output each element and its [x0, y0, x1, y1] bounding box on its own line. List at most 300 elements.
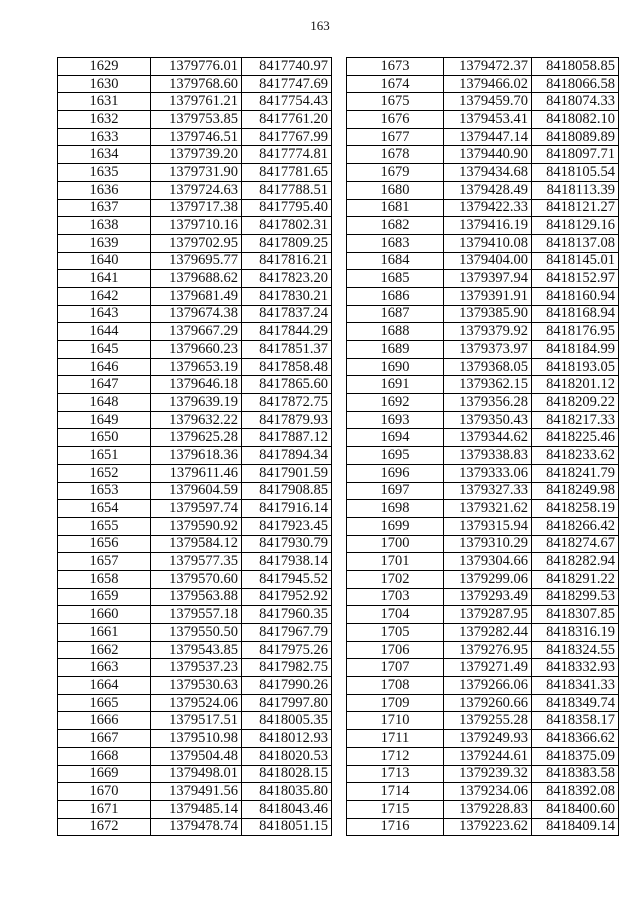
y-coordinate-cell: 8417865.60 [242, 376, 332, 394]
point-number-cell: 1642 [58, 287, 151, 305]
point-number-cell: 1672 [58, 818, 151, 836]
table-row [347, 93, 619, 111]
point-number-cell: 1653 [58, 482, 151, 500]
point-number-cell: 1668 [58, 747, 151, 765]
x-coordinate-cell: 1379397.94 [444, 270, 532, 288]
y-coordinate-cell: 8417901.59 [242, 464, 332, 482]
y-coordinate-cell: 8417952.92 [242, 588, 332, 606]
point-number-cell: 1674 [347, 75, 444, 93]
table-row [347, 535, 619, 553]
table-row [58, 641, 332, 659]
point-number-cell: 1685 [347, 270, 444, 288]
table-row [347, 712, 619, 730]
table-row [347, 287, 619, 305]
x-coordinate-cell: 1379362.15 [444, 376, 532, 394]
x-coordinate-cell: 1379660.23 [151, 341, 242, 359]
y-coordinate-cell: 8417990.26 [242, 677, 332, 695]
point-number-cell: 1649 [58, 411, 151, 429]
coordinates-table-right [346, 57, 619, 836]
y-coordinate-cell: 8418341.33 [532, 677, 619, 695]
x-coordinate-cell: 1379768.60 [151, 75, 242, 93]
table-row [347, 252, 619, 270]
point-number-cell: 1689 [347, 341, 444, 359]
table-row [58, 394, 332, 412]
x-coordinate-cell: 1379404.00 [444, 252, 532, 270]
y-coordinate-cell: 8417851.37 [242, 341, 332, 359]
x-coordinate-cell: 1379761.21 [151, 93, 242, 111]
point-number-cell: 1707 [347, 659, 444, 677]
table-row [58, 323, 332, 341]
y-coordinate-cell: 8418400.60 [532, 800, 619, 818]
table-row [347, 765, 619, 783]
y-coordinate-cell: 8417916.14 [242, 500, 332, 518]
point-number-cell: 1648 [58, 394, 151, 412]
table-row [347, 358, 619, 376]
table-row [58, 783, 332, 801]
y-coordinate-cell: 8417975.26 [242, 641, 332, 659]
point-number-cell: 1692 [347, 394, 444, 412]
point-number-cell: 1710 [347, 712, 444, 730]
table-row [58, 818, 332, 836]
y-coordinate-cell: 8417816.21 [242, 252, 332, 270]
table-row [58, 730, 332, 748]
x-coordinate-cell: 1379333.06 [444, 464, 532, 482]
point-number-cell: 1644 [58, 323, 151, 341]
point-number-cell: 1697 [347, 482, 444, 500]
y-coordinate-cell: 8417960.35 [242, 606, 332, 624]
x-coordinate-cell: 1379391.91 [444, 287, 532, 305]
y-coordinate-cell: 8417908.85 [242, 482, 332, 500]
table-row [58, 694, 332, 712]
point-number-cell: 1683 [347, 234, 444, 252]
x-coordinate-cell: 1379485.14 [151, 800, 242, 818]
table-row [347, 270, 619, 288]
x-coordinate-cell: 1379416.19 [444, 217, 532, 235]
point-number-cell: 1639 [58, 234, 151, 252]
x-coordinate-cell: 1379447.14 [444, 128, 532, 146]
y-coordinate-cell: 8418225.46 [532, 429, 619, 447]
y-coordinate-cell: 8417872.75 [242, 394, 332, 412]
table-row [58, 765, 332, 783]
table-row [347, 199, 619, 217]
table-row [58, 606, 332, 624]
table-row [347, 447, 619, 465]
y-coordinate-cell: 8418184.99 [532, 341, 619, 359]
x-coordinate-cell: 1379731.90 [151, 164, 242, 182]
table-row [347, 128, 619, 146]
y-coordinate-cell: 8418249.98 [532, 482, 619, 500]
table-row [58, 358, 332, 376]
table-row [58, 217, 332, 235]
x-coordinate-cell: 1379632.22 [151, 411, 242, 429]
point-number-cell: 1651 [58, 447, 151, 465]
table-row [347, 659, 619, 677]
y-coordinate-cell: 8418005.35 [242, 712, 332, 730]
table-row [347, 305, 619, 323]
y-coordinate-cell: 8418051.15 [242, 818, 332, 836]
y-coordinate-cell: 8417802.31 [242, 217, 332, 235]
table-row [58, 58, 332, 76]
table-row [58, 128, 332, 146]
y-coordinate-cell: 8418291.22 [532, 570, 619, 588]
point-number-cell: 1699 [347, 517, 444, 535]
y-coordinate-cell: 8418282.94 [532, 553, 619, 571]
x-coordinate-cell: 1379590.92 [151, 517, 242, 535]
x-coordinate-cell: 1379266.06 [444, 677, 532, 695]
y-coordinate-cell: 8417945.52 [242, 570, 332, 588]
table-row [347, 217, 619, 235]
y-coordinate-cell: 8418258.19 [532, 500, 619, 518]
y-coordinate-cell: 8417879.93 [242, 411, 332, 429]
y-coordinate-cell: 8418349.74 [532, 694, 619, 712]
point-number-cell: 1655 [58, 517, 151, 535]
x-coordinate-cell: 1379428.49 [444, 181, 532, 199]
table-row [347, 146, 619, 164]
x-coordinate-cell: 1379478.74 [151, 818, 242, 836]
point-number-cell: 1659 [58, 588, 151, 606]
table-row [58, 588, 332, 606]
table-row [347, 624, 619, 642]
table-row [347, 111, 619, 129]
y-coordinate-cell: 8417754.43 [242, 93, 332, 111]
table-row [58, 75, 332, 93]
x-coordinate-cell: 1379304.66 [444, 553, 532, 571]
table-row [58, 287, 332, 305]
y-coordinate-cell: 8418209.22 [532, 394, 619, 412]
table-row [347, 800, 619, 818]
point-number-cell: 1670 [58, 783, 151, 801]
table-row [58, 800, 332, 818]
x-coordinate-cell: 1379327.33 [444, 482, 532, 500]
y-coordinate-cell: 8417788.51 [242, 181, 332, 199]
y-coordinate-cell: 8417982.75 [242, 659, 332, 677]
x-coordinate-cell: 1379498.01 [151, 765, 242, 783]
point-number-cell: 1634 [58, 146, 151, 164]
point-number-cell: 1664 [58, 677, 151, 695]
y-coordinate-cell: 8417894.34 [242, 447, 332, 465]
table-row [347, 181, 619, 199]
x-coordinate-cell: 1379466.02 [444, 75, 532, 93]
y-coordinate-cell: 8417781.65 [242, 164, 332, 182]
table-row [58, 111, 332, 129]
y-coordinate-cell: 8418366.62 [532, 730, 619, 748]
x-coordinate-cell: 1379293.49 [444, 588, 532, 606]
point-number-cell: 1677 [347, 128, 444, 146]
y-coordinate-cell: 8417923.45 [242, 517, 332, 535]
y-coordinate-cell: 8418028.15 [242, 765, 332, 783]
x-coordinate-cell: 1379373.97 [444, 341, 532, 359]
x-coordinate-cell: 1379625.28 [151, 429, 242, 447]
x-coordinate-cell: 1379597.74 [151, 500, 242, 518]
x-coordinate-cell: 1379618.36 [151, 447, 242, 465]
x-coordinate-cell: 1379255.28 [444, 712, 532, 730]
x-coordinate-cell: 1379702.95 [151, 234, 242, 252]
table-row [347, 75, 619, 93]
y-coordinate-cell: 8418043.46 [242, 800, 332, 818]
table-row [58, 659, 332, 677]
y-coordinate-cell: 8418121.27 [532, 199, 619, 217]
y-coordinate-cell: 8417887.12 [242, 429, 332, 447]
y-coordinate-cell: 8418152.97 [532, 270, 619, 288]
point-number-cell: 1715 [347, 800, 444, 818]
y-coordinate-cell: 8417761.20 [242, 111, 332, 129]
point-number-cell: 1647 [58, 376, 151, 394]
coordinates-table-left [57, 57, 332, 836]
y-coordinate-cell: 8418332.93 [532, 659, 619, 677]
x-coordinate-cell: 1379271.49 [444, 659, 532, 677]
x-coordinate-cell: 1379260.66 [444, 694, 532, 712]
table-row [58, 234, 332, 252]
y-coordinate-cell: 8418137.08 [532, 234, 619, 252]
x-coordinate-cell: 1379244.61 [444, 747, 532, 765]
x-coordinate-cell: 1379234.06 [444, 783, 532, 801]
y-coordinate-cell: 8418324.55 [532, 641, 619, 659]
table-row [347, 517, 619, 535]
table-row [58, 429, 332, 447]
point-number-cell: 1691 [347, 376, 444, 394]
y-coordinate-cell: 8417823.20 [242, 270, 332, 288]
point-number-cell: 1693 [347, 411, 444, 429]
x-coordinate-cell: 1379530.63 [151, 677, 242, 695]
point-number-cell: 1660 [58, 606, 151, 624]
x-coordinate-cell: 1379453.41 [444, 111, 532, 129]
x-coordinate-cell: 1379717.38 [151, 199, 242, 217]
y-coordinate-cell: 8417967.79 [242, 624, 332, 642]
table-row [347, 58, 619, 76]
x-coordinate-cell: 1379639.19 [151, 394, 242, 412]
table-row [347, 164, 619, 182]
y-coordinate-cell: 8418160.94 [532, 287, 619, 305]
point-number-cell: 1716 [347, 818, 444, 836]
point-number-cell: 1663 [58, 659, 151, 677]
x-coordinate-cell: 1379321.62 [444, 500, 532, 518]
x-coordinate-cell: 1379282.44 [444, 624, 532, 642]
point-number-cell: 1680 [347, 181, 444, 199]
table-row [347, 394, 619, 412]
x-coordinate-cell: 1379510.98 [151, 730, 242, 748]
point-number-cell: 1714 [347, 783, 444, 801]
table-row [347, 677, 619, 695]
x-coordinate-cell: 1379710.16 [151, 217, 242, 235]
table-row [58, 376, 332, 394]
table-row [347, 783, 619, 801]
x-coordinate-cell: 1379674.38 [151, 305, 242, 323]
y-coordinate-cell: 8418316.19 [532, 624, 619, 642]
x-coordinate-cell: 1379557.18 [151, 606, 242, 624]
x-coordinate-cell: 1379228.83 [444, 800, 532, 818]
point-number-cell: 1698 [347, 500, 444, 518]
point-number-cell: 1702 [347, 570, 444, 588]
y-coordinate-cell: 8417740.97 [242, 58, 332, 76]
y-coordinate-cell: 8418176.95 [532, 323, 619, 341]
point-number-cell: 1632 [58, 111, 151, 129]
point-number-cell: 1652 [58, 464, 151, 482]
point-number-cell: 1629 [58, 58, 151, 76]
x-coordinate-cell: 1379410.08 [444, 234, 532, 252]
x-coordinate-cell: 1379299.06 [444, 570, 532, 588]
x-coordinate-cell: 1379338.83 [444, 447, 532, 465]
x-coordinate-cell: 1379356.28 [444, 394, 532, 412]
table-row [347, 553, 619, 571]
x-coordinate-cell: 1379524.06 [151, 694, 242, 712]
point-number-cell: 1688 [347, 323, 444, 341]
point-number-cell: 1673 [347, 58, 444, 76]
point-number-cell: 1661 [58, 624, 151, 642]
x-coordinate-cell: 1379646.18 [151, 376, 242, 394]
table-row [58, 464, 332, 482]
x-coordinate-cell: 1379472.37 [444, 58, 532, 76]
y-coordinate-cell: 8418241.79 [532, 464, 619, 482]
y-coordinate-cell: 8417858.48 [242, 358, 332, 376]
table-row [58, 181, 332, 199]
y-coordinate-cell: 8418274.67 [532, 535, 619, 553]
table-row [58, 482, 332, 500]
table-row [347, 482, 619, 500]
y-coordinate-cell: 8418233.62 [532, 447, 619, 465]
table-row [58, 447, 332, 465]
y-coordinate-cell: 8417767.99 [242, 128, 332, 146]
point-number-cell: 1684 [347, 252, 444, 270]
table-row [347, 341, 619, 359]
point-number-cell: 1687 [347, 305, 444, 323]
point-number-cell: 1657 [58, 553, 151, 571]
table-row [58, 93, 332, 111]
x-coordinate-cell: 1379563.88 [151, 588, 242, 606]
table-row [58, 570, 332, 588]
x-coordinate-cell: 1379379.92 [444, 323, 532, 341]
x-coordinate-cell: 1379543.85 [151, 641, 242, 659]
y-coordinate-cell: 8417837.24 [242, 305, 332, 323]
point-number-cell: 1686 [347, 287, 444, 305]
y-coordinate-cell: 8417938.14 [242, 553, 332, 571]
point-number-cell: 1708 [347, 677, 444, 695]
point-number-cell: 1676 [347, 111, 444, 129]
y-coordinate-cell: 8418012.93 [242, 730, 332, 748]
x-coordinate-cell: 1379344.62 [444, 429, 532, 447]
table-row [347, 411, 619, 429]
point-number-cell: 1631 [58, 93, 151, 111]
x-coordinate-cell: 1379223.62 [444, 818, 532, 836]
point-number-cell: 1679 [347, 164, 444, 182]
table-row [347, 429, 619, 447]
x-coordinate-cell: 1379570.60 [151, 570, 242, 588]
table-row [58, 146, 332, 164]
table-row [347, 376, 619, 394]
x-coordinate-cell: 1379681.49 [151, 287, 242, 305]
point-number-cell: 1700 [347, 535, 444, 553]
table-row [58, 199, 332, 217]
point-number-cell: 1665 [58, 694, 151, 712]
table-row [347, 818, 619, 836]
point-number-cell: 1654 [58, 500, 151, 518]
y-coordinate-cell: 8418035.80 [242, 783, 332, 801]
table-row [58, 305, 332, 323]
point-number-cell: 1666 [58, 712, 151, 730]
x-coordinate-cell: 1379504.48 [151, 747, 242, 765]
table-row [58, 677, 332, 695]
point-number-cell: 1636 [58, 181, 151, 199]
x-coordinate-cell: 1379537.23 [151, 659, 242, 677]
point-number-cell: 1681 [347, 199, 444, 217]
y-coordinate-cell: 8417774.81 [242, 146, 332, 164]
x-coordinate-cell: 1379604.59 [151, 482, 242, 500]
point-number-cell: 1690 [347, 358, 444, 376]
x-coordinate-cell: 1379239.32 [444, 765, 532, 783]
point-number-cell: 1671 [58, 800, 151, 818]
x-coordinate-cell: 1379276.95 [444, 641, 532, 659]
x-coordinate-cell: 1379753.85 [151, 111, 242, 129]
table-row [347, 234, 619, 252]
x-coordinate-cell: 1379577.35 [151, 553, 242, 571]
y-coordinate-cell: 8418307.85 [532, 606, 619, 624]
x-coordinate-cell: 1379315.94 [444, 517, 532, 535]
y-coordinate-cell: 8418168.94 [532, 305, 619, 323]
y-coordinate-cell: 8417830.21 [242, 287, 332, 305]
point-number-cell: 1712 [347, 747, 444, 765]
x-coordinate-cell: 1379287.95 [444, 606, 532, 624]
table-row [347, 464, 619, 482]
x-coordinate-cell: 1379688.62 [151, 270, 242, 288]
x-coordinate-cell: 1379350.43 [444, 411, 532, 429]
x-coordinate-cell: 1379724.63 [151, 181, 242, 199]
point-number-cell: 1696 [347, 464, 444, 482]
x-coordinate-cell: 1379491.56 [151, 783, 242, 801]
y-coordinate-cell: 8417844.29 [242, 323, 332, 341]
page-number: 163 [310, 18, 330, 33]
point-number-cell: 1694 [347, 429, 444, 447]
table-row [58, 535, 332, 553]
y-coordinate-cell: 8418409.14 [532, 818, 619, 836]
y-coordinate-cell: 8418375.09 [532, 747, 619, 765]
x-coordinate-cell: 1379776.01 [151, 58, 242, 76]
x-coordinate-cell: 1379746.51 [151, 128, 242, 146]
point-number-cell: 1658 [58, 570, 151, 588]
x-coordinate-cell: 1379440.90 [444, 146, 532, 164]
point-number-cell: 1630 [58, 75, 151, 93]
table-row [347, 606, 619, 624]
x-coordinate-cell: 1379385.90 [444, 305, 532, 323]
point-number-cell: 1643 [58, 305, 151, 323]
x-coordinate-cell: 1379459.70 [444, 93, 532, 111]
x-coordinate-cell: 1379667.29 [151, 323, 242, 341]
point-number-cell: 1640 [58, 252, 151, 270]
table-row [58, 411, 332, 429]
point-number-cell: 1635 [58, 164, 151, 182]
table-row [347, 570, 619, 588]
y-coordinate-cell: 8418392.08 [532, 783, 619, 801]
x-coordinate-cell: 1379310.29 [444, 535, 532, 553]
table-row [347, 323, 619, 341]
point-number-cell: 1678 [347, 146, 444, 164]
point-number-cell: 1706 [347, 641, 444, 659]
y-coordinate-cell: 8418082.10 [532, 111, 619, 129]
point-number-cell: 1675 [347, 93, 444, 111]
point-number-cell: 1695 [347, 447, 444, 465]
point-number-cell: 1662 [58, 641, 151, 659]
point-number-cell: 1645 [58, 341, 151, 359]
point-number-cell: 1713 [347, 765, 444, 783]
table-row [347, 588, 619, 606]
point-number-cell: 1701 [347, 553, 444, 571]
y-coordinate-cell: 8418020.53 [242, 747, 332, 765]
y-coordinate-cell: 8418129.16 [532, 217, 619, 235]
table-row [58, 270, 332, 288]
y-coordinate-cell: 8418105.54 [532, 164, 619, 182]
y-coordinate-cell: 8418074.33 [532, 93, 619, 111]
x-coordinate-cell: 1379422.33 [444, 199, 532, 217]
table-row [347, 730, 619, 748]
point-number-cell: 1650 [58, 429, 151, 447]
